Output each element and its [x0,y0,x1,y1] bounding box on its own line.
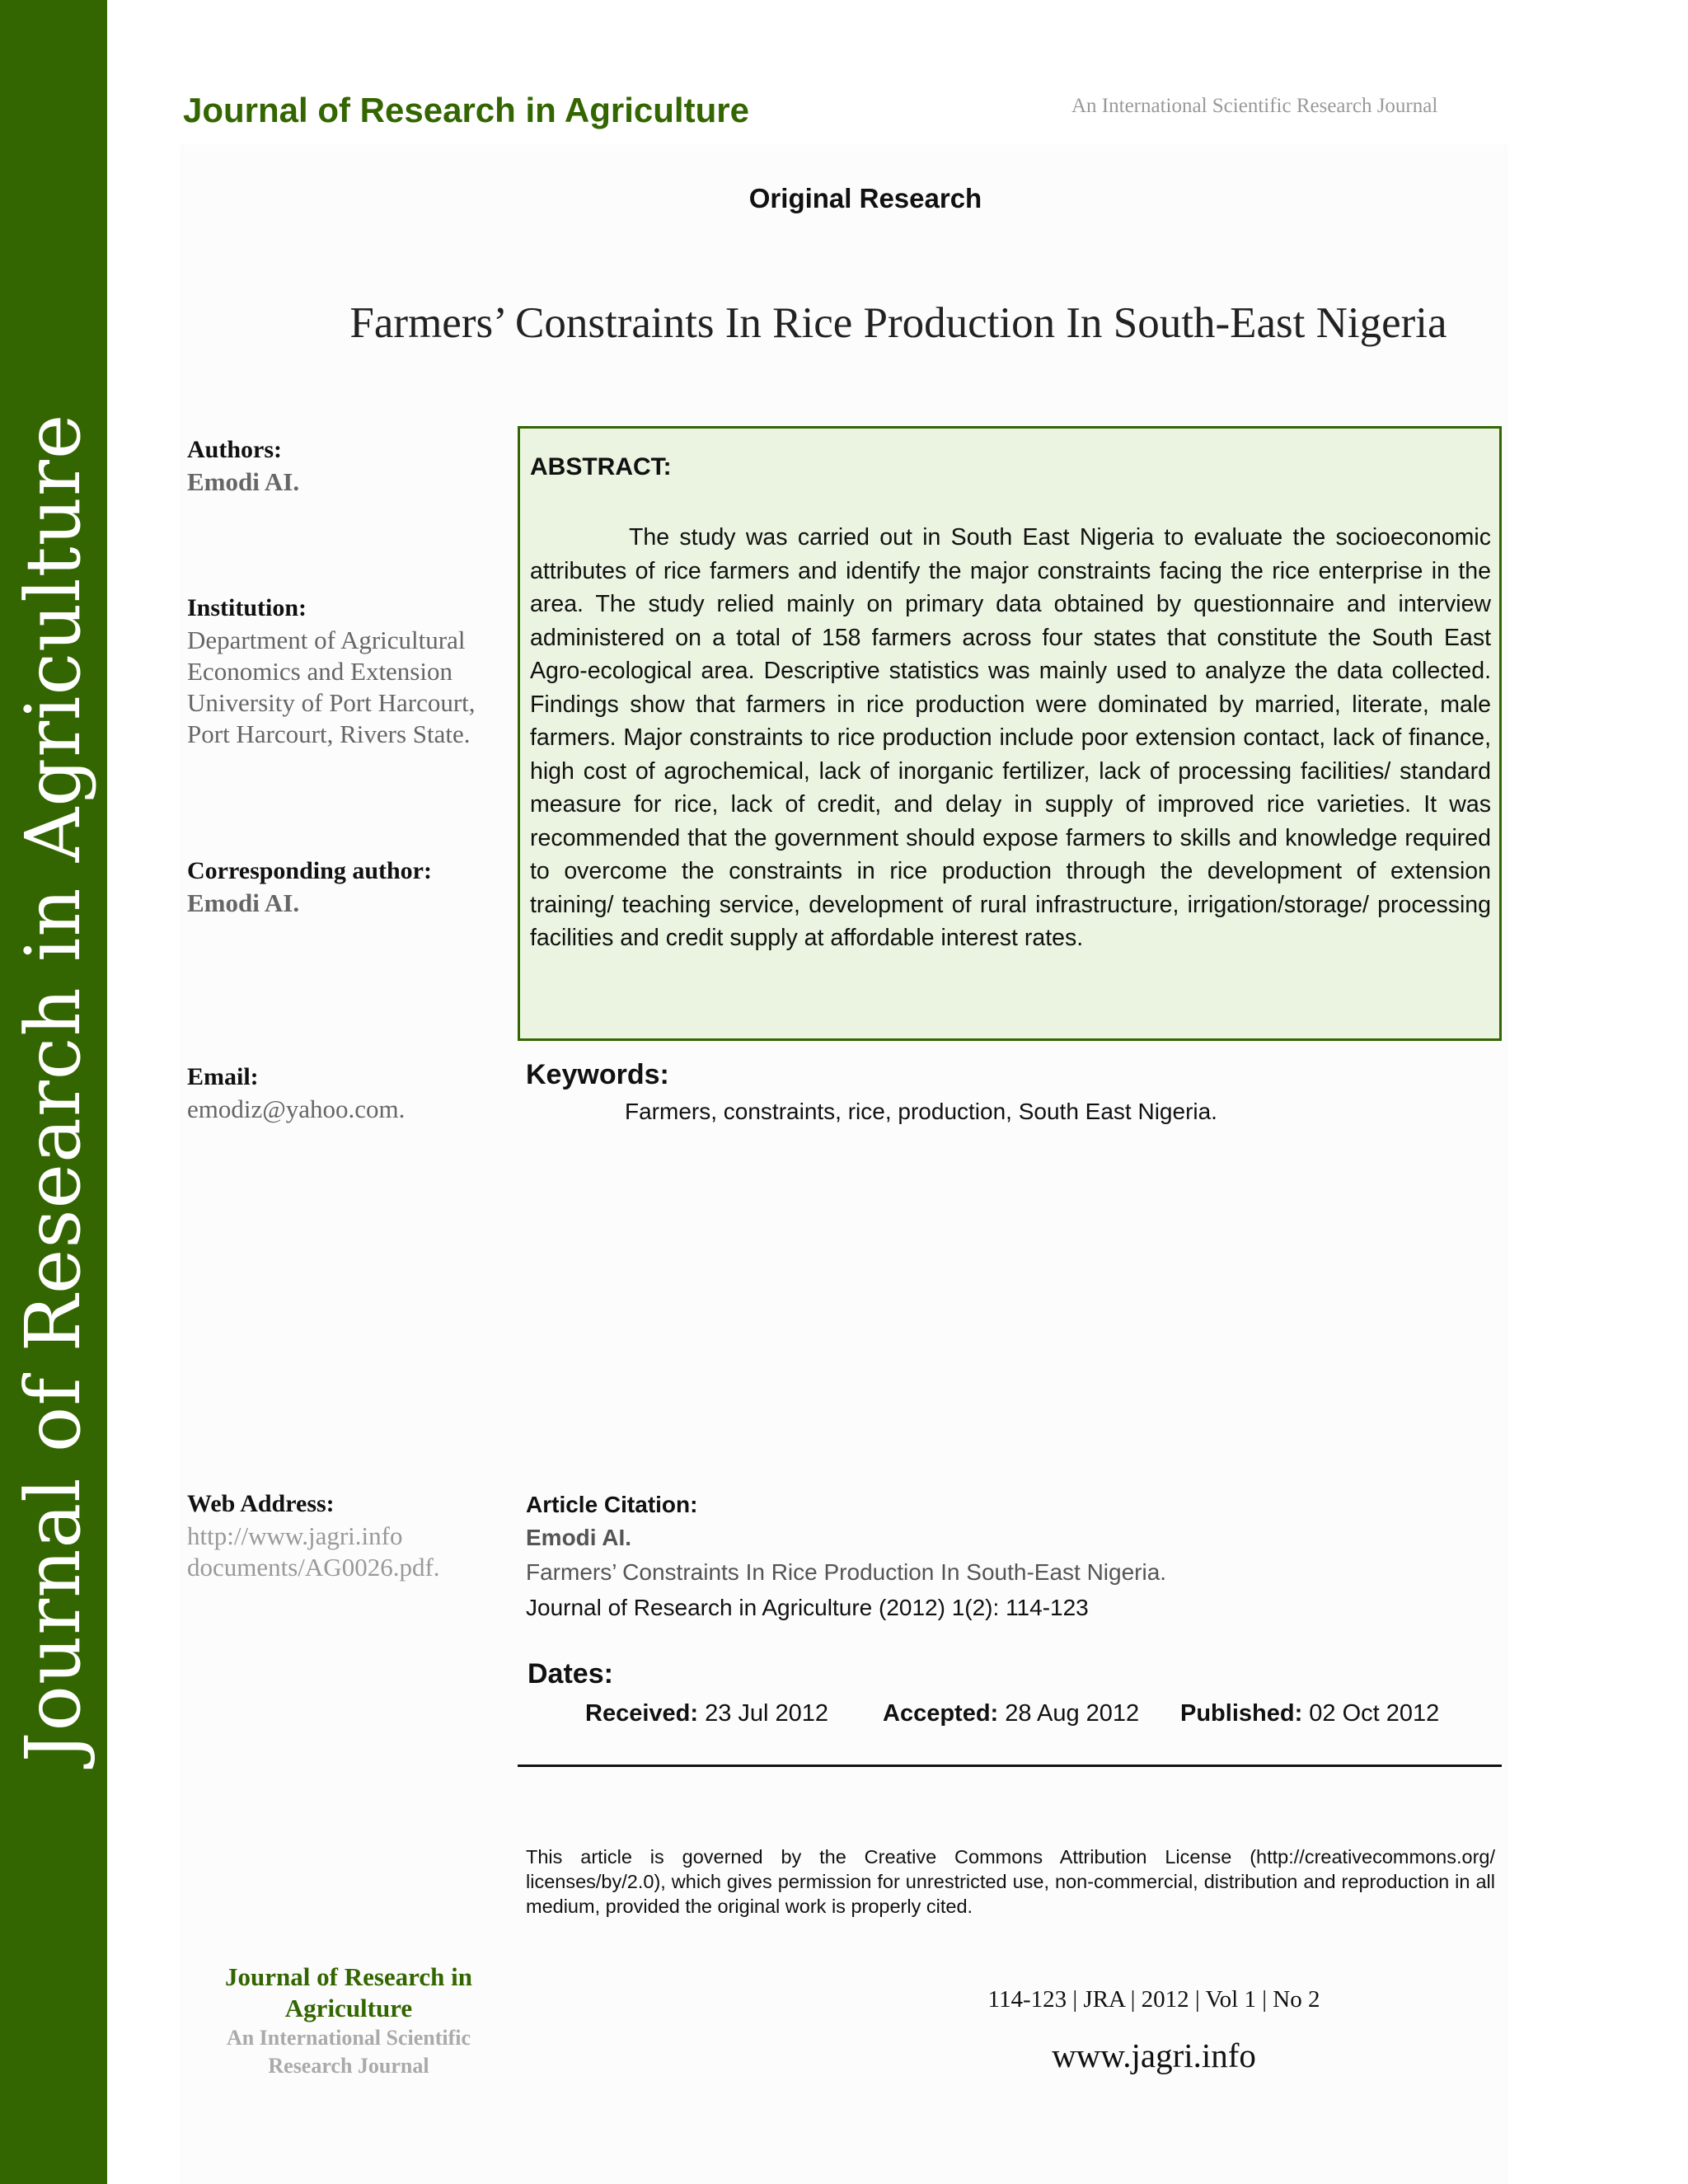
corresponding-author-label: Corresponding author: [187,857,432,884]
date-accepted [883,1700,1139,1727]
institution-line: Port Harcourt, Rivers State. [187,719,471,748]
received-label: Received: [585,1700,699,1727]
footer-journal-line: Agriculture [284,1994,413,2022]
citation-journal: Journal of Research in Agriculture (2012) 1(2): 114-123 [526,1595,1089,1620]
published-label: Published: [1180,1700,1303,1727]
received-value: 23 Jul 2012 [705,1700,829,1727]
institution-line: Department of Agricultural [187,626,466,654]
date-received [585,1700,828,1727]
journal-title: Journal of Research in Agriculture [183,91,749,129]
sidebar-journal-name: Journal of Research in Agriculture [9,413,97,1763]
abstract-body: The study was carried out in South East Nigeria to evaluate the socioeconomic attributes of rice farmers and identify the major constraints facing the rice enterprise in the area. The study relied mainly on primary data obtained by questionnaire and interview administered on a total of 158 farmers across four states that constitute the South East Agro-ecological area. Descriptive statistics was mainly used to analyze the data collected. Findings show that farmers in rice production were dominated by married, literate, male farmers. Major constraints to rice production include poor extension contact, lack of finance, high cost of agrochemical, lack of inorganic fertilizer, lack of processing facilities/ standard measure for rice, lack of credit, and delay in supply of improved rice varieties. It was recommended that the government should expose farmers to skills and knowledge required to overcome the constraints in rice production through the development of extension training/ teaching service, development of rural infrastructure, irrigation/storage/ processing facilities and credit supply at affordable interest rates. [530,524,1491,951]
license-text: This article is governed by the Creative Commons Attribution License (http://creativecommons.org/ licenses/by/2.0), which gives permission for unrestricted use, non-commercial, distribution and reproduction in all medium, provided the original work is properly cited. [526,1846,1495,1917]
date-published [1180,1700,1439,1727]
article-type: Original Research [748,183,982,213]
abstract-box [518,426,1502,1041]
authors-value: Emodi AI. [187,467,300,496]
institution-line: University of Port Harcourt, [187,688,476,717]
footer-journal-line: Journal of Research in [225,1962,472,1991]
keywords-text: Farmers, constraints, rice, production, South East Nigeria. [625,1099,1217,1124]
section-divider [518,1765,1502,1767]
web-address-link[interactable]: http://www.jagri.info [187,1521,403,1550]
footer-journal-name [188,1961,509,2024]
footer-url-link[interactable]: www.jagri.info [1052,2036,1256,2074]
dates-heading: Dates: [528,1658,613,1690]
footer-reference: 114-123 | JRA | 2012 | Vol 1 | No 2 [987,1986,1320,2013]
paper-title: Farmers’ Constraints In Rice Production In South-East Nigeria [349,299,1447,347]
journal-subtitle: An International Scientific Research Journal [1071,95,1438,117]
web-address-label: Web Address: [187,1490,335,1517]
accepted-label: Accepted: [883,1700,999,1727]
email-label: Email: [187,1063,259,1090]
footer-subtitle-line: An International Scientific [226,2026,471,2050]
abstract-heading: ABSTRACT: [530,453,672,480]
corresponding-author-value: Emodi AI. [187,888,300,917]
accepted-value: 28 Aug 2012 [1005,1700,1140,1727]
footer-journal-subtitle [188,2024,509,2080]
keywords-heading: Keywords: [526,1059,669,1090]
email-link[interactable]: emodiz@yahoo.com. [187,1094,406,1123]
citation-heading: Article Citation: [526,1492,698,1517]
web-address-link-path[interactable]: documents/AG0026.pdf. [187,1553,440,1582]
footer-subtitle-line: Research Journal [268,2054,429,2078]
citation-author: Emodi AI. [526,1525,632,1550]
institution-line: Economics and Extension [187,657,452,686]
institution-label: Institution: [187,594,307,621]
citation-title: Farmers’ Constraints In Rice Production In South-East Nigeria. [526,1559,1167,1585]
authors-label: Authors: [187,436,283,463]
sidebar-banner [0,0,107,2184]
published-value: 02 Oct 2012 [1309,1700,1440,1727]
